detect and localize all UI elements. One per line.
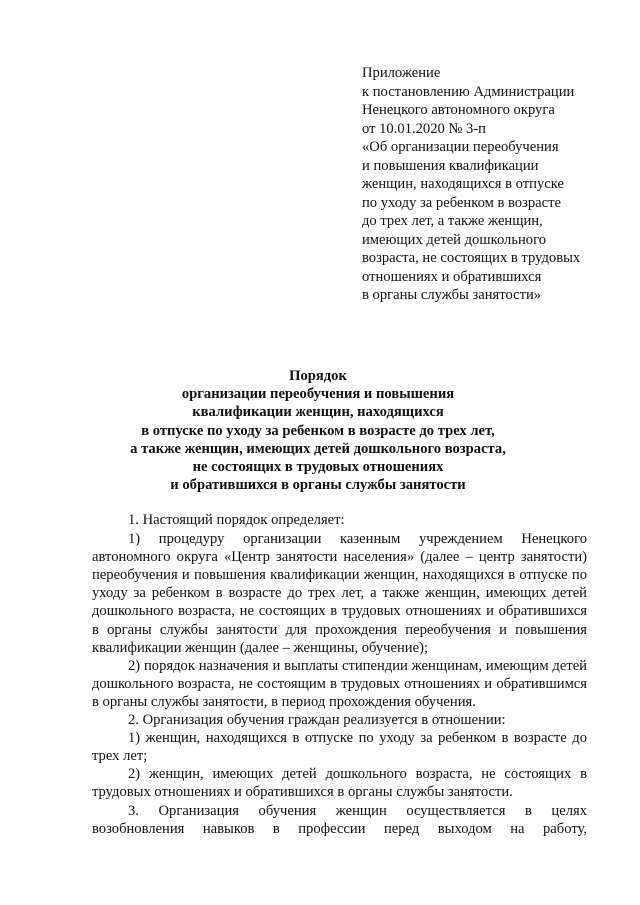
title-line: и обратившихся в органы службы занятости xyxy=(170,477,466,494)
title-line: квалификации женщин, находящихся xyxy=(192,404,444,421)
appendix-line: и повышения квалификации xyxy=(362,157,539,174)
appendix-line: в органы службы занятости» xyxy=(362,287,542,303)
appendix-line: женщин, находящихся в отпуске xyxy=(362,176,564,192)
document-body xyxy=(92,511,587,838)
title-line: а также женщин, имеющих детей дошкольного возраста, xyxy=(130,440,506,457)
appendix-line: отношениях и обратившихся xyxy=(362,268,542,285)
title-line: Порядок xyxy=(289,368,347,384)
paragraph-2-item-2: 2) женщин, имеющих детей дошкольного возраста, не состоящих в трудовых отношениях и обратившихся в органы службы занятости. xyxy=(92,766,587,801)
appendix-line: возраста, не состоящих в трудовых xyxy=(362,250,581,266)
appendix-line: от 10.01.2020 № 3-п xyxy=(362,120,486,137)
paragraph-1-item-1: 1) процедуру организации казенным учреждением Ненецкого автономного округа «Центр занятости населения» (далее – центр занятости) переобучения и повышения квалификации женщин, находящихся в отпуске по уходу за ребенком в возрасте до трех лет, а также женщин, имеющих детей дошкольного возраста, не состоящих в трудовых отношениях и обратившихся в органы службы занятости для прохождения переобучения и повышения квалификации женщин (далее – женщины, обучение); xyxy=(92,531,587,656)
paragraph-1-item-2: 2) порядок назначения и выплаты стипендии женщинам, имеющим детей дошкольного возраста, не состоящим в трудовых отношениях и обратившимся в органы службы занятости, в период прохождения обучения. xyxy=(92,657,587,710)
paragraph-1: 1. Настоящий порядок определяет: xyxy=(128,512,345,528)
title-line: не состоящих в трудовых отношениях xyxy=(192,459,444,476)
appendix-line: к постановлению Администрации xyxy=(362,83,575,100)
appendix-line: имеющих детей дошкольного xyxy=(362,231,547,248)
paragraph-2-item-1: 1) женщин, находящихся в отпуске по уходу за ребенком в возрасте до трех лет; xyxy=(92,730,587,765)
document-title xyxy=(92,367,544,494)
appendix-header xyxy=(362,64,624,305)
paragraph-3: 3. Организация обучения женщин осуществляется в целях возобновления навыков в профессии перед выходом на работу, xyxy=(92,802,587,837)
title-line: в отпуске по уходу за ребенком в возрасте до трех лет, xyxy=(141,422,495,439)
appendix-line: «Об организации переобучения xyxy=(362,139,559,155)
appendix-line: по уходу за ребенком в возрасте xyxy=(362,194,561,211)
appendix-line: Ненецкого автономного округа xyxy=(362,102,555,118)
appendix-line: Приложение xyxy=(362,65,441,81)
appendix-line: до трех лет, а также женщин, xyxy=(362,213,543,229)
title-line: организации переобучения и повышения xyxy=(181,386,455,403)
paragraph-2: 2. Организация обучения граждан реализуется в отношении: xyxy=(128,712,506,729)
